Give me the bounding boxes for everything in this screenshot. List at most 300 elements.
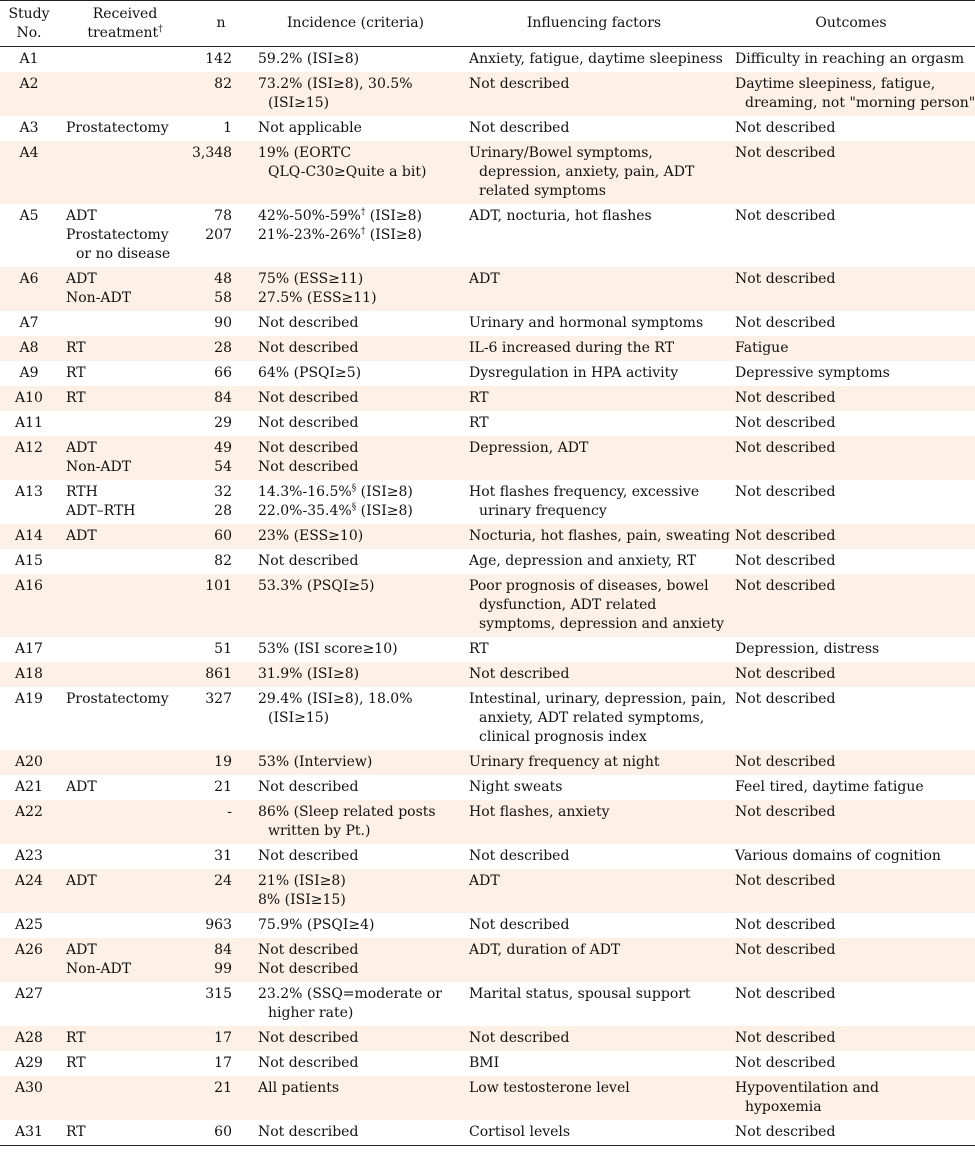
n-cell [192, 938, 250, 982]
treatment-cell [58, 524, 192, 549]
incidence-cell [250, 800, 461, 844]
influencing-factors-cell [461, 775, 727, 800]
incidence-line [258, 709, 457, 728]
n-line [192, 439, 232, 458]
study-no-cell [0, 480, 58, 524]
incidence-line [258, 314, 457, 333]
outcomes-line [735, 314, 971, 333]
outcomes-text: Not described [735, 1124, 836, 1140]
factors-text: BMI [469, 1055, 500, 1071]
incidence-line [258, 75, 457, 94]
factors-text: clinical prognosis index [479, 729, 647, 745]
outcomes-line [735, 640, 971, 659]
outcomes-line [735, 1123, 971, 1142]
incidence-cell [250, 386, 461, 411]
incidence-text: higher rate) [268, 1005, 354, 1021]
influencing-factors-cell [461, 913, 727, 938]
treatment-line [66, 527, 188, 546]
outcomes-line [735, 439, 971, 458]
n-cell [192, 436, 250, 480]
outcomes-cell [727, 1076, 975, 1120]
table-row [0, 800, 975, 844]
outcomes-line [735, 207, 971, 226]
incidence-text: Not described [258, 1055, 359, 1071]
influencing-factors-cell [461, 47, 727, 73]
header-outcomes: Outcomes [727, 1, 975, 47]
treatment-cell [58, 436, 192, 480]
n-text: 51 [214, 641, 232, 657]
header-row [0, 1, 975, 47]
treatment-text: ADT [66, 528, 97, 544]
n-text: - [227, 804, 232, 820]
incidence-line [258, 163, 457, 182]
incidence-cell [250, 549, 461, 574]
n-line [192, 527, 232, 546]
incidence-cell [250, 267, 461, 311]
header-treat-footnote-mark: † [158, 23, 163, 34]
outcomes-line [735, 753, 971, 772]
incidence-text: Not described [258, 459, 359, 475]
factors-text: Nocturia, hot flashes, pain, sweating [469, 528, 730, 544]
n-line [192, 753, 232, 772]
incidence-cell [250, 47, 461, 73]
outcomes-text: hypoxemia [745, 1099, 822, 1115]
incidence-cell [250, 1076, 461, 1120]
n-cell [192, 311, 250, 336]
n-cell [192, 982, 250, 1026]
outcomes-line [735, 94, 975, 113]
study-no: A12 [15, 440, 43, 456]
factors-text: dysfunction, ADT related [479, 597, 657, 613]
n-text: 90 [214, 315, 232, 331]
incidence-line [258, 439, 457, 458]
n-text: 17 [214, 1055, 232, 1071]
n-text: 82 [214, 553, 232, 569]
study-no-cell [0, 1120, 58, 1146]
n-text: 1 [223, 120, 232, 136]
n-line [192, 207, 232, 226]
treatment-line [66, 439, 188, 458]
factors-text: ADT, duration of ADT [469, 942, 621, 958]
table-row [0, 1120, 975, 1146]
incidence-text: 22.0%-35.4% [258, 503, 352, 519]
n-text: 963 [205, 917, 232, 933]
study-no: A30 [15, 1080, 43, 1096]
influencing-factors-cell [461, 549, 727, 574]
treatment-line [66, 483, 188, 502]
factors-line [469, 640, 723, 659]
incidence-cell [250, 1051, 461, 1076]
influencing-factors-cell [461, 982, 727, 1026]
factors-line [469, 728, 723, 747]
factors-text: Hot flashes frequency, excessive [469, 484, 700, 500]
study-no-cell [0, 204, 58, 267]
outcomes-cell [727, 1026, 975, 1051]
study-no: A17 [15, 641, 43, 657]
study-no: A15 [15, 553, 43, 569]
n-line [192, 483, 232, 502]
n-line [192, 1079, 232, 1098]
n-text: 861 [205, 666, 232, 682]
header-study-line1: Study [8, 5, 50, 22]
outcomes-line [735, 414, 971, 433]
factors-line [469, 270, 723, 289]
n-cell [192, 549, 250, 574]
study-no-cell [0, 913, 58, 938]
incidence-text: 27.5% (ESS≥11) [258, 290, 377, 306]
incidence-cell [250, 869, 461, 913]
outcomes-text: Not described [735, 578, 836, 594]
incidence-text: Not described [258, 340, 359, 356]
incidence-line [258, 94, 457, 113]
outcomes-text: Not described [735, 917, 836, 933]
study-no: A1 [19, 51, 39, 67]
treatment-text: Prostatectomy [66, 691, 169, 707]
factors-text: Not described [469, 76, 570, 92]
n-line [192, 414, 232, 433]
incidence-line [258, 414, 457, 433]
factors-text: urinary frequency [479, 503, 607, 519]
incidence-line [258, 364, 457, 383]
n-text: 82 [214, 76, 232, 92]
treatment-cell [58, 775, 192, 800]
outcomes-line [735, 527, 971, 546]
influencing-factors-cell [461, 267, 727, 311]
outcomes-text: Various domains of cognition [735, 848, 941, 864]
outcomes-line [735, 916, 971, 935]
incidence-cell [250, 938, 461, 982]
n-text: 99 [214, 961, 232, 977]
influencing-factors-cell [461, 480, 727, 524]
n-cell [192, 800, 250, 844]
incidence-line [258, 577, 457, 596]
table-row [0, 637, 975, 662]
n-line [192, 640, 232, 659]
study-no-cell [0, 869, 58, 913]
influencing-factors-cell [461, 800, 727, 844]
n-line [192, 314, 232, 333]
incidence-cell [250, 750, 461, 775]
study-no-cell [0, 72, 58, 116]
study-no-cell [0, 116, 58, 141]
outcomes-text: dreaming, not "morning person" [745, 95, 975, 111]
outcomes-cell [727, 361, 975, 386]
influencing-factors-cell [461, 662, 727, 687]
footnote-mark: § [351, 483, 357, 494]
n-cell [192, 637, 250, 662]
influencing-factors-cell [461, 1026, 727, 1051]
factors-text: Low testosterone level [469, 1080, 630, 1096]
n-line [192, 872, 232, 891]
incidence-criteria: (ISI≥8) [365, 208, 422, 224]
n-text: 54 [214, 459, 232, 475]
outcomes-line [735, 483, 971, 502]
study-no-cell [0, 800, 58, 844]
treatment-text: Non-ADT [66, 459, 132, 475]
n-line [192, 75, 232, 94]
incidence-line [258, 339, 457, 358]
incidence-cell [250, 687, 461, 750]
n-cell [192, 267, 250, 311]
study-no-cell [0, 524, 58, 549]
n-text: 78 [214, 208, 232, 224]
study-no: A27 [15, 986, 43, 1002]
n-line [192, 226, 232, 245]
factors-text: Dysregulation in HPA activity [469, 365, 679, 381]
influencing-factors-cell [461, 750, 727, 775]
factors-line [469, 50, 723, 69]
factors-text: Not described [469, 1030, 570, 1046]
factors-line [469, 389, 723, 408]
factors-line [469, 577, 723, 596]
table-row [0, 411, 975, 436]
incidence-text: 23.2% (SSQ=moderate or [258, 986, 443, 1002]
treatment-cell [58, 311, 192, 336]
factors-line [469, 941, 723, 960]
table-row [0, 775, 975, 800]
n-line [192, 119, 232, 138]
outcomes-cell [727, 204, 975, 267]
n-cell [192, 116, 250, 141]
n-cell [192, 574, 250, 637]
treatment-cell [58, 800, 192, 844]
outcomes-cell [727, 750, 975, 775]
n-line [192, 364, 232, 383]
study-no: A21 [15, 779, 43, 795]
outcomes-cell [727, 549, 975, 574]
header-study-line2: No. [16, 24, 42, 41]
incidence-line [258, 144, 457, 163]
n-cell [192, 336, 250, 361]
treatment-cell [58, 687, 192, 750]
table-body [0, 47, 975, 1146]
treatment-text: Non-ADT [66, 290, 132, 306]
outcomes-line [735, 985, 971, 1004]
table-row [0, 913, 975, 938]
influencing-factors-cell [461, 361, 727, 386]
n-cell [192, 1120, 250, 1146]
study-no: A29 [15, 1055, 43, 1071]
study-no-cell [0, 574, 58, 637]
factors-line [469, 1054, 723, 1073]
incidence-line [258, 753, 457, 772]
treatment-line [66, 119, 188, 138]
treatment-line [66, 1029, 188, 1048]
outcomes-cell [727, 524, 975, 549]
table-row [0, 869, 975, 913]
n-line [192, 577, 232, 596]
n-text: 29 [214, 415, 232, 431]
n-line [192, 960, 232, 979]
incidence-cell [250, 1120, 461, 1146]
n-cell [192, 386, 250, 411]
treatment-text: Non-ADT [66, 961, 132, 977]
treatment-cell [58, 141, 192, 204]
treatment-cell [58, 1120, 192, 1146]
n-line [192, 941, 232, 960]
study-no: A25 [15, 917, 43, 933]
outcomes-cell [727, 1120, 975, 1146]
outcomes-line [735, 1054, 971, 1073]
influencing-factors-cell [461, 411, 727, 436]
n-line [192, 289, 232, 308]
treatment-text: RT [66, 1124, 86, 1140]
factors-line [469, 144, 723, 163]
outcomes-line [735, 339, 971, 358]
factors-text: Not described [469, 120, 570, 136]
incidence-text: 42%-50%-59% [258, 208, 361, 224]
influencing-factors-cell [461, 336, 727, 361]
incidence-text: Not described [258, 390, 359, 406]
n-cell [192, 750, 250, 775]
treatment-text: RTH [66, 484, 98, 500]
factors-text: RT [469, 390, 489, 406]
treatment-cell [58, 72, 192, 116]
incidence-criteria: (ISI≥8) [356, 503, 413, 519]
factors-line [469, 207, 723, 226]
table-row [0, 336, 975, 361]
study-no-cell [0, 1076, 58, 1120]
n-line [192, 778, 232, 797]
factors-line [469, 119, 723, 138]
outcomes-line [735, 1098, 971, 1117]
study-no: A22 [15, 804, 43, 820]
incidence-line [258, 916, 457, 935]
incidence-line [258, 960, 457, 979]
treatment-text: RT [66, 365, 86, 381]
header-treat-line2: treatment [87, 24, 159, 41]
incidence-text: 53% (ISI score≥10) [258, 641, 398, 657]
study-no: A9 [19, 365, 39, 381]
incidence-line [258, 872, 457, 891]
outcomes-cell [727, 938, 975, 982]
incidence-text: 53% (Interview) [258, 754, 373, 770]
influencing-factors-cell [461, 637, 727, 662]
incidence-text: Not described [258, 942, 359, 958]
table-row [0, 1076, 975, 1120]
table-row [0, 436, 975, 480]
treatment-cell [58, 750, 192, 775]
treatment-cell [58, 938, 192, 982]
incidence-text: 21%-23%-26% [258, 227, 361, 243]
n-line [192, 916, 232, 935]
factors-line [469, 803, 723, 822]
incidence-line [258, 552, 457, 571]
treatment-text: ADT [66, 942, 97, 958]
incidence-cell [250, 982, 461, 1026]
table-row [0, 1026, 975, 1051]
factors-text: symptoms, depression and anxiety [479, 616, 725, 632]
factors-line [469, 527, 730, 546]
factors-text: Poor prognosis of diseases, bowel [469, 578, 709, 594]
incidence-text: 19% (EORTC [258, 145, 352, 161]
incidence-text: Not described [258, 315, 359, 331]
incidence-line [258, 527, 457, 546]
factors-line [469, 985, 723, 1004]
outcomes-text: Fatigue [735, 340, 789, 356]
outcomes-text: Depressive symptoms [735, 365, 890, 381]
factors-line [469, 483, 723, 502]
table-row [0, 141, 975, 204]
outcomes-line [735, 389, 971, 408]
factors-text: Intestinal, urinary, depression, pain, [469, 691, 727, 707]
outcomes-text: Not described [735, 440, 836, 456]
incidence-cell [250, 1026, 461, 1051]
study-no-cell [0, 687, 58, 750]
incidence-text: All patients [258, 1080, 340, 1096]
n-text: 24 [214, 873, 232, 889]
n-cell [192, 204, 250, 267]
incidence-line [258, 847, 457, 866]
n-cell [192, 1026, 250, 1051]
n-line [192, 389, 232, 408]
n-text: 21 [214, 779, 232, 795]
n-line [192, 847, 232, 866]
influencing-factors-cell [461, 938, 727, 982]
treatment-text: ADT [66, 208, 97, 224]
incidence-text: (ISI≥15) [268, 95, 330, 111]
incidence-line [258, 891, 457, 910]
outcomes-cell [727, 480, 975, 524]
factors-line [469, 690, 727, 709]
factors-line [469, 364, 723, 383]
incidence-line [258, 778, 457, 797]
study-no: A10 [15, 390, 43, 406]
influencing-factors-cell [461, 844, 727, 869]
factors-line [469, 615, 723, 634]
table-row [0, 204, 975, 267]
treatment-line [66, 778, 188, 797]
study-no: A2 [19, 76, 39, 92]
study-no: A11 [15, 415, 43, 431]
n-cell [192, 411, 250, 436]
study-no: A4 [19, 145, 39, 161]
outcomes-cell [727, 982, 975, 1026]
treatment-line [66, 245, 188, 264]
treatment-cell [58, 336, 192, 361]
outcomes-cell [727, 913, 975, 938]
study-no-cell [0, 386, 58, 411]
incidence-cell [250, 844, 461, 869]
incidence-text: 8% (ISI≥15) [258, 892, 346, 908]
study-no: A3 [19, 120, 39, 136]
outcomes-line [735, 1029, 971, 1048]
n-line [192, 50, 232, 69]
factors-text: ADT [469, 873, 500, 889]
n-text: 84 [214, 390, 232, 406]
incidence-text: written by Pt.) [268, 823, 371, 839]
outcomes-line [735, 364, 971, 383]
n-line [192, 1123, 232, 1142]
treatment-text: or no disease [76, 246, 171, 262]
header-treat-line1: Received [92, 5, 158, 22]
outcomes-cell [727, 574, 975, 637]
n-text: 207 [205, 227, 232, 243]
incidence-line [258, 289, 457, 308]
influencing-factors-cell [461, 386, 727, 411]
n-cell [192, 662, 250, 687]
incidence-cell [250, 436, 461, 480]
incidence-text: Not described [258, 779, 359, 795]
incidence-cell [250, 913, 461, 938]
incidence-line [258, 270, 457, 289]
influencing-factors-cell [461, 574, 727, 637]
study-no: A6 [19, 271, 39, 287]
incidence-criteria: (ISI≥8) [356, 484, 413, 500]
treatment-line [66, 1054, 188, 1073]
treatment-cell [58, 361, 192, 386]
treatment-cell [58, 480, 192, 524]
